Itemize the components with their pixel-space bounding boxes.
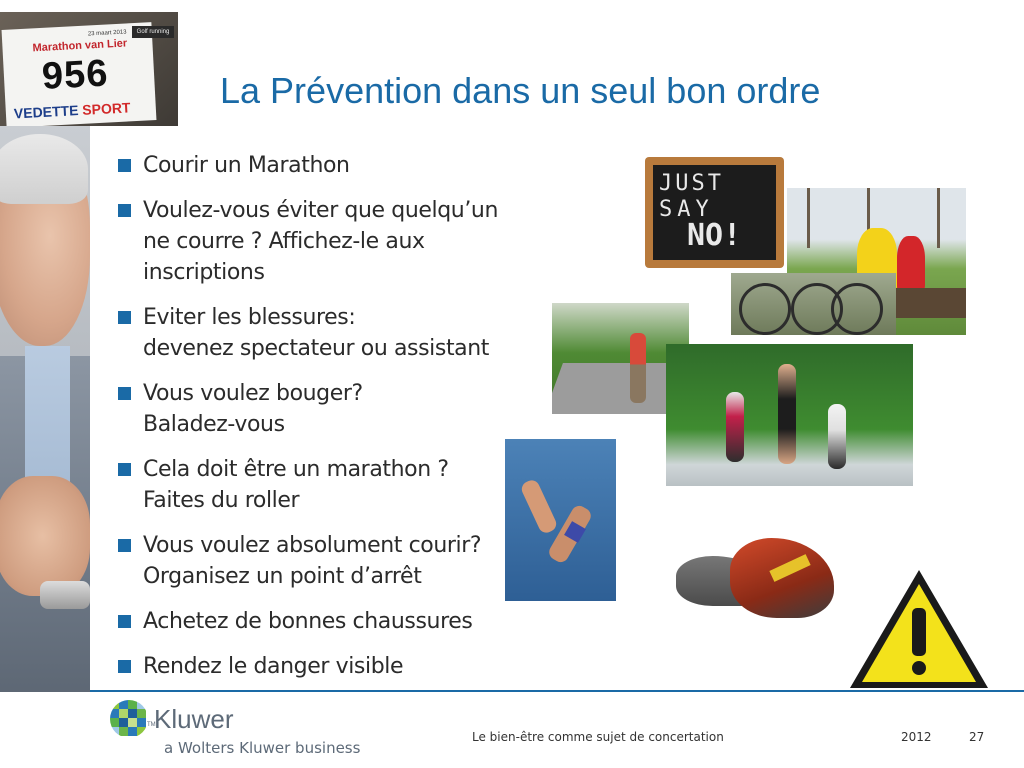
bullet-square-icon xyxy=(118,204,131,217)
race-bib-photo xyxy=(0,12,178,126)
page-number: 27 xyxy=(969,730,985,744)
bullet-square-icon xyxy=(118,463,131,476)
bullet-square-icon xyxy=(118,615,131,628)
logo-trademark: TM xyxy=(147,722,156,728)
footer-title: Le bien-être comme sujet de concertation xyxy=(472,730,724,744)
bullet-list xyxy=(118,150,518,696)
chalkboard-photo xyxy=(645,157,784,268)
footer-divider xyxy=(90,690,1024,692)
bib-brand: VEDETTE SPORT xyxy=(13,99,131,122)
slide-title: La Prévention dans un seul bon ordre xyxy=(220,70,821,111)
chalk-line-1: JUST xyxy=(659,171,724,196)
businessman-photo xyxy=(0,126,90,692)
bullet-item: Achetez de bonnes chaussures xyxy=(118,606,518,637)
chalk-line-2: SAY xyxy=(659,197,714,222)
bullet-square-icon xyxy=(118,159,131,172)
bib-date: 23 maart 2013 xyxy=(87,29,127,38)
footer-year: 2012 xyxy=(901,730,932,744)
bullet-item: Eviter les blessures: devenez spectateur ou assistant xyxy=(118,302,518,364)
shoes-photo xyxy=(672,532,838,630)
bullet-item: Courir un Marathon xyxy=(118,150,518,181)
bullet-item: Cela doit être un marathon ? Faites du roller xyxy=(118,454,518,516)
bicycles-photo xyxy=(731,273,896,335)
bullet-item: Vous voulez bouger? Baladez-vous xyxy=(118,378,518,440)
chalk-line-3: NO! xyxy=(687,218,742,253)
bullet-item: Vous voulez absolument courir? Organisez un point d’arrêt xyxy=(118,530,518,592)
bullet-item: Rendez le danger visible xyxy=(118,651,518,682)
kluwer-logo xyxy=(110,700,370,760)
bullet-square-icon xyxy=(118,387,131,400)
rollerblading-photo xyxy=(666,344,913,486)
logo-word: Kluwer xyxy=(154,704,234,734)
kluwer-mosaic-icon xyxy=(110,700,148,738)
bib-number: 956 xyxy=(40,52,110,98)
logo-tagline: a Wolters Kluwer business xyxy=(164,739,361,757)
bullet-item: Voulez-vous éviter que quelqu’un ne courre ? Affichez-le aux inscriptions xyxy=(118,195,518,288)
bullet-square-icon xyxy=(118,539,131,552)
swimming-photo xyxy=(505,439,616,601)
warning-triangle-icon xyxy=(846,566,992,692)
bib-tag: Golf running xyxy=(132,26,174,38)
bib-race-name: Marathon van Lier xyxy=(32,37,128,55)
bullet-square-icon xyxy=(118,311,131,324)
bullet-square-icon xyxy=(118,660,131,673)
